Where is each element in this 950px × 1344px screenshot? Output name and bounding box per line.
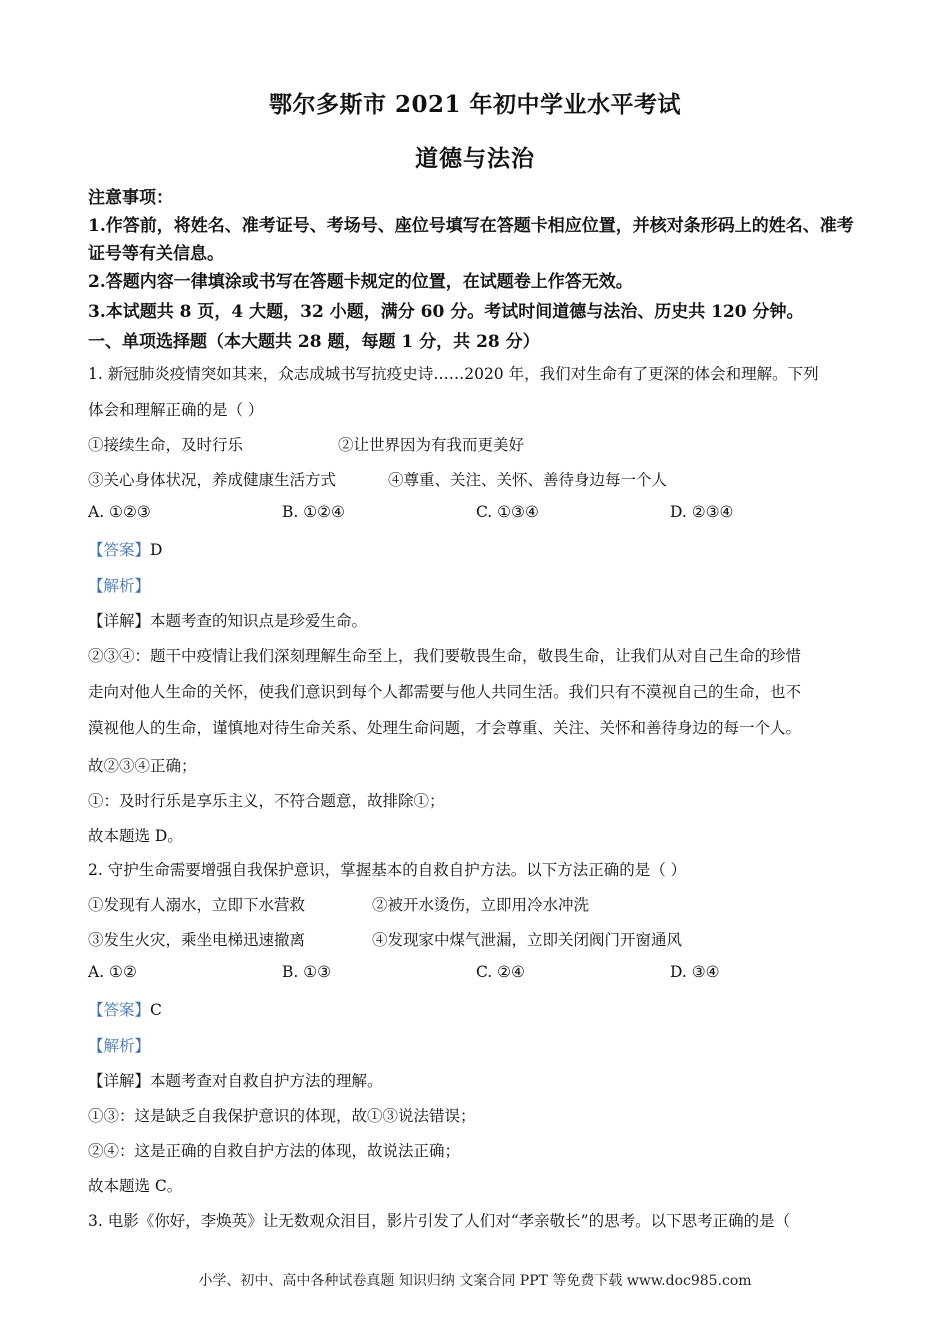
q2-statement-4: ④发现家中煤气泄漏，立即关闭阀门开窗通风 bbox=[372, 931, 683, 949]
q1-option-a: A. ①②③ bbox=[88, 503, 151, 521]
q1-explanation-line-2: 走向对他人生命的关怀，使我们意识到每个人都需要与他人共同生活。我们只有不漠视自己的生命，也不 bbox=[88, 683, 802, 701]
q2-statements-row-2 bbox=[88, 928, 868, 950]
q2-option-d: D. ③④ bbox=[670, 963, 720, 981]
q2-answer-tag: 【答案】 bbox=[88, 1001, 151, 1019]
q2-analysis-tag bbox=[88, 1034, 868, 1056]
q2-option-b: B. ①③ bbox=[282, 963, 332, 981]
q1-statements-row-1 bbox=[88, 433, 868, 455]
q2-stem: 2. 守护生命需要增强自我保护意识，掌握基本的自救自护方法。以下方法正确的是（ ） bbox=[88, 861, 687, 879]
q1-statements-row-2 bbox=[88, 468, 868, 490]
q1-conclusion: 故本题选 D。 bbox=[88, 827, 183, 845]
q2-conclusion: 故本题选 C。 bbox=[88, 1177, 183, 1195]
q1-statement-1: ①接续生命，及时行乐 bbox=[88, 436, 244, 454]
q2-statement-3: ③发生火灾，乘坐电梯迅速撤离 bbox=[88, 931, 306, 949]
notice-heading: 注意事项： bbox=[88, 188, 173, 208]
q2-statements-row-1 bbox=[88, 893, 868, 915]
q1-stem-line-2: 体会和理解正确的是（ ） bbox=[88, 401, 264, 419]
notice-item-3: 3.本试题共 8 页，4 大题，32 小题，满分 60 分。考试时间道德与法治、历史共 120 分钟。 bbox=[88, 302, 804, 322]
q2-option-a: A. ①② bbox=[88, 963, 137, 981]
q2-options bbox=[88, 963, 868, 985]
q1-detail bbox=[88, 609, 868, 631]
q2-explanation-line-2: ②④：这是正确的自救自护方法的体现，故说法正确； bbox=[88, 1142, 461, 1160]
page-footer: 小学、初中、高中各种试卷真题 知识归纳 文案合同 PPT 等免费下载 www.doc985.com bbox=[198, 1273, 752, 1289]
q1-detail-tag: 【详解】 bbox=[88, 612, 151, 630]
q1-answer-tag: 【答案】 bbox=[88, 541, 151, 559]
q2-detail bbox=[88, 1069, 868, 1091]
exam-subject: 道德与法治 bbox=[415, 145, 535, 172]
q1-explanation-line-5: ①：及时行乐是享乐主义，不符合题意，故排除①； bbox=[88, 792, 445, 810]
q2-answer-value: C bbox=[150, 1001, 162, 1019]
q1-statement-2: ②让世界因为有我而更美好 bbox=[338, 436, 525, 454]
q1-analysis-tag bbox=[88, 574, 868, 596]
q2-detail-tag: 【详解】 bbox=[88, 1072, 151, 1090]
q2-answer bbox=[88, 998, 868, 1020]
q1-analysis-label: 【解析】 bbox=[88, 577, 151, 595]
q2-statement-1: ①发现有人溺水，立即下水营救 bbox=[88, 896, 306, 914]
q1-answer bbox=[88, 538, 868, 560]
q2-detail-text: 本题考查对自救自护方法的理解。 bbox=[150, 1072, 383, 1090]
q2-statement-2: ②被开水烫伤，立即用冷水冲洗 bbox=[372, 896, 590, 914]
q1-detail-text: 本题考查的知识点是珍爱生命。 bbox=[150, 612, 368, 630]
q1-options bbox=[88, 503, 868, 525]
q2-analysis-label: 【解析】 bbox=[88, 1037, 151, 1055]
q3-stem: 3. 电影《你好，李焕英》让无数观众泪目，影片引发了人们对“孝亲敬长”的思考。以下思考正确的是（ bbox=[88, 1212, 791, 1230]
q1-option-b: B. ①②④ bbox=[282, 503, 345, 521]
q1-statement-3: ③关心身体状况，养成健康生活方式 bbox=[88, 471, 337, 489]
q1-explanation-line-4: 故②③④正确； bbox=[88, 757, 197, 775]
q1-explanation-line-3: 漠视他人的生命，谨慎地对待生命关系、处理生命问题，才会尊重、关注、关怀和善待身边的每一个人。 bbox=[88, 719, 802, 737]
q1-explanation-line-1: ②③④：题干中疫情让我们深刻理解生命至上，我们要敬畏生命，敬畏生命，让我们从对自己生命的珍惜 bbox=[88, 647, 802, 665]
notice-item-1: 1.作答前，将姓名、准考证号、考场号、座位号填写在答题卡相应位置，并核对条形码上的姓名、准考证号等有关信息。 bbox=[88, 216, 854, 264]
q1-answer-value: D bbox=[150, 541, 163, 559]
q1-option-c: C. ①③④ bbox=[476, 503, 539, 521]
q2-explanation-line-1: ①③：这是缺乏自我保护意识的体现，故①③说法错误； bbox=[88, 1107, 476, 1125]
q1-statement-4: ④尊重、关注、关怀、善待身边每一个人 bbox=[388, 471, 668, 489]
q1-option-d: D. ②③④ bbox=[670, 503, 734, 521]
q2-option-c: C. ②④ bbox=[476, 963, 525, 981]
exam-title: 鄂尔多斯市 2021 年初中学业水平考试 bbox=[268, 91, 682, 118]
notice-item-2: 2.答题内容一律填涂或书写在答题卡规定的位置，在试题卷上作答无效。 bbox=[88, 272, 633, 292]
q1-stem-line-1: 1. 新冠肺炎疫情突如其来，众志成城书写抗疫史诗……2020 年，我们对生命有了更深的体会和理解。下列 bbox=[88, 365, 819, 383]
section-heading: 一、单项选择题（本大题共 28 题，每题 1 分，共 28 分） bbox=[88, 332, 540, 352]
